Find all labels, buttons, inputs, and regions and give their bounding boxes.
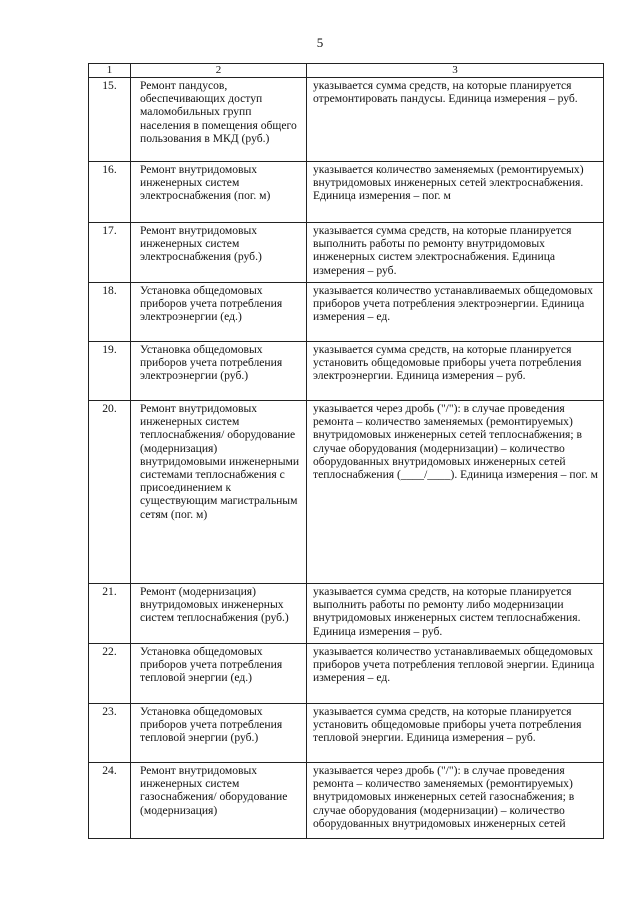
row-item: Ремонт внутридомовых инженерных систем теплоснабжения/ оборудование (модернизация) внутридомовыми инженерными системами теплоснабжения с присоединением к существующим магистральным сетям (пог. м) [131, 401, 307, 584]
table-header-row [89, 64, 604, 78]
row-description: указывается количество заменяемых (ремонтируемых) внутридомовых инженерных сетей электроснабжения. Единица измерения – пог. м [307, 162, 604, 223]
table-row [89, 763, 604, 839]
row-description: указывается через дробь ("/"): в случае проведения ремонта – количество заменяемых (ремонтируемых) внутридомовых инженерных сетей теплоснабжения; в случае оборудования (модернизации) – количество оборудованных внутридомовых инженерных сетей теплоснабжения (____/____). Единица измерения – пог. м [307, 401, 604, 584]
table-row [89, 584, 604, 644]
page-number: 5 [316, 35, 324, 50]
row-description: указывается количество устанавливаемых общедомовых приборов учета потребления тепловой энергии. Единица измерения – ед. [307, 644, 604, 704]
row-number: 23. [89, 704, 131, 763]
row-number: 24. [89, 763, 131, 839]
row-item: Ремонт внутридомовых инженерных систем электроснабжения (пог. м) [131, 162, 307, 223]
row-number: 17. [89, 223, 131, 283]
column-header-number: 1 [89, 64, 131, 78]
table-row [89, 162, 604, 223]
row-description: указывается через дробь ("/"): в случае проведения ремонта – количество заменяемых (ремонтируемых) внутридомовых инженерных сетей газоснабжения; в случае оборудования (модернизации) – количество оборудованных внутридомовых инженерных сетей [307, 763, 604, 839]
column-header-description: 3 [307, 64, 604, 78]
row-description: указывается сумма средств, на которые планируется установить общедомовые приборы учета потребления тепловой энергии. Единица измерения – руб. [307, 704, 604, 763]
row-number: 16. [89, 162, 131, 223]
table-row [89, 401, 604, 584]
row-item: Ремонт внутридомовых инженерных систем электроснабжения (руб.) [131, 223, 307, 283]
row-number: 22. [89, 644, 131, 704]
row-description: указывается сумма средств, на которые планируется установить общедомовые приборы учета потребления электроэнергии. Единица измерения – руб. [307, 342, 604, 401]
row-item: Установка общедомовых приборов учета потребления электроэнергии (руб.) [131, 342, 307, 401]
row-number: 15. [89, 78, 131, 162]
row-item: Ремонт (модернизация) внутридомовых инженерных систем теплоснабжения (руб.) [131, 584, 307, 644]
row-description: указывается сумма средств, на которые планируется выполнить работы по ремонту внутридомовых инженерных систем электроснабжения. Единица измерения – руб. [307, 223, 604, 283]
row-number: 18. [89, 283, 131, 342]
column-header-item: 2 [131, 64, 307, 78]
row-number: 21. [89, 584, 131, 644]
row-description: указывается сумма средств, на которые планируется отремонтировать пандусы. Единица измерения – руб. [307, 78, 604, 162]
table-row [89, 644, 604, 704]
row-description: указывается количество устанавливаемых общедомовых приборов учета потребления электроэнергии. Единица измерения – ед. [307, 283, 604, 342]
row-description: указывается сумма средств, на которые планируется выполнить работы по ремонту либо модернизации внутридомовых инженерных систем теплоснабжения. Единица измерения – руб. [307, 584, 604, 644]
table-row [89, 704, 604, 763]
table-row [89, 78, 604, 162]
row-number: 20. [89, 401, 131, 584]
row-item: Установка общедомовых приборов учета потребления тепловой энергии (руб.) [131, 704, 307, 763]
table-row [89, 283, 604, 342]
row-item: Ремонт внутридомовых инженерных систем газоснабжения/ оборудование (модернизация) [131, 763, 307, 839]
row-item: Ремонт пандусов, обеспечивающих доступ маломобильных групп населения в помещения общего пользования в МКД (руб.) [131, 78, 307, 162]
row-number: 19. [89, 342, 131, 401]
document-table [88, 63, 604, 839]
table-row [89, 342, 604, 401]
row-item: Установка общедомовых приборов учета потребления электроэнергии (ед.) [131, 283, 307, 342]
table-row [89, 223, 604, 283]
row-item: Установка общедомовых приборов учета потребления тепловой энергии (ед.) [131, 644, 307, 704]
